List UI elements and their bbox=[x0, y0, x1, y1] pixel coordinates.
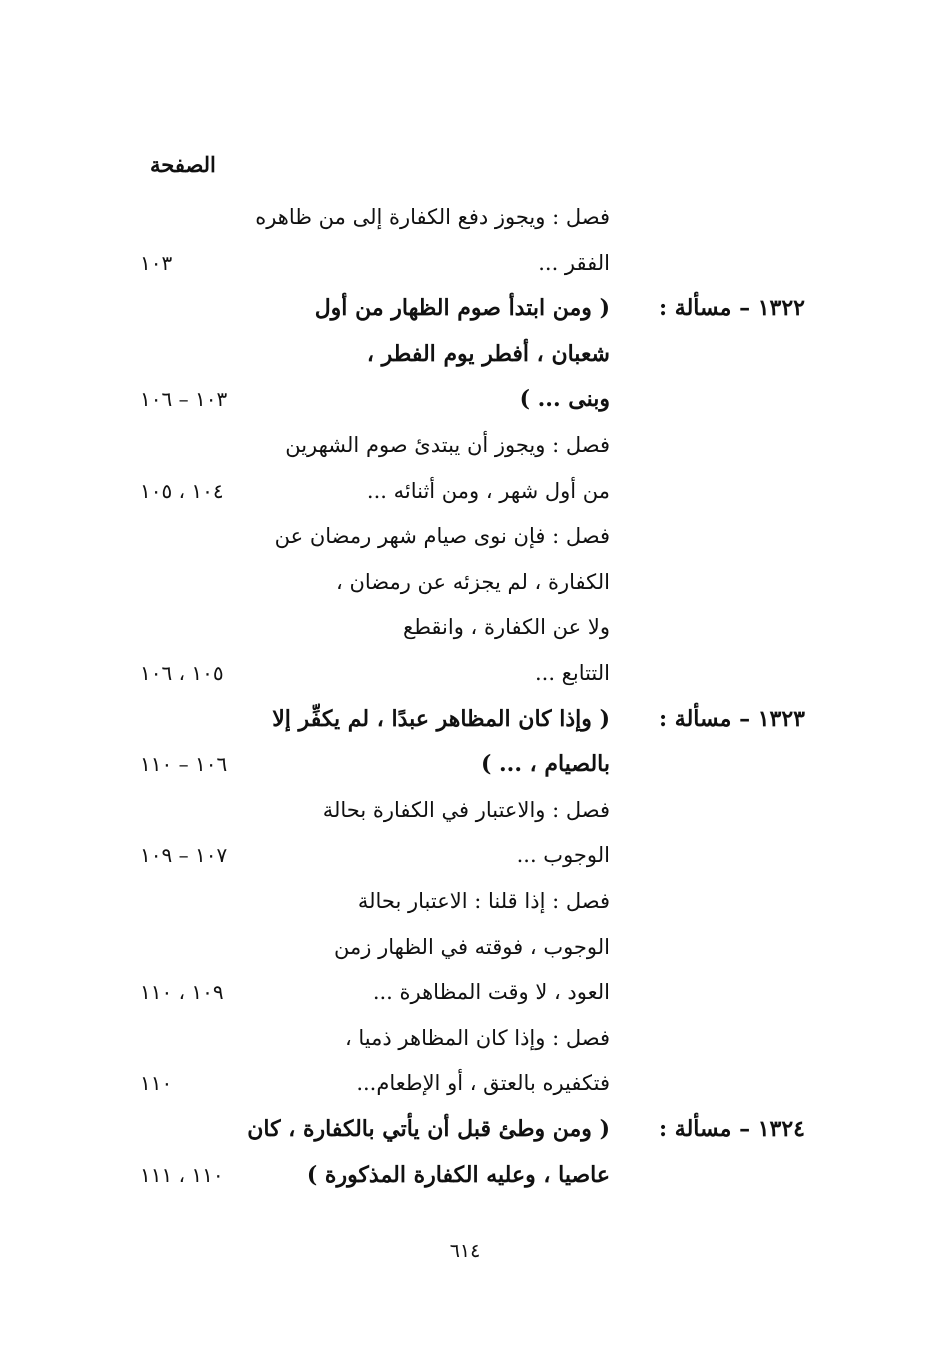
entry-text: شعبان ، أفطر يوم الفطر ، bbox=[366, 341, 610, 367]
index-row bbox=[0, 513, 930, 559]
entry-text: فصل : ويجوز أن يبتدئ صوم الشهرين bbox=[285, 433, 610, 457]
entry-text: الوجوب ... bbox=[516, 843, 610, 867]
index-row bbox=[0, 787, 930, 833]
index-row bbox=[0, 604, 930, 650]
index-row bbox=[0, 741, 930, 787]
entry-text: العود ، لا وقت المظاهرة ... bbox=[372, 980, 610, 1004]
index-row bbox=[0, 969, 930, 1015]
entry-text: عاصيا ، وعليه الكفارة المذكورة ) bbox=[306, 1162, 610, 1188]
index-row bbox=[0, 1106, 930, 1152]
entry-text: فصل : والاعتبار في الكفارة بحالة bbox=[322, 798, 610, 822]
index-row bbox=[0, 832, 930, 878]
entry-text: فصل : وإذا كان المظاهر ذميا ، bbox=[344, 1026, 610, 1050]
entry-text: ( ومن وطئ قبل أن يأتي بالكفارة ، كان bbox=[247, 1116, 610, 1142]
index-row bbox=[0, 1152, 930, 1198]
page-number: ٦١٤ bbox=[449, 1240, 481, 1262]
entry-text: ( وإذا كان المظاهر عبدًا ، لم يكفِّر إلا bbox=[272, 706, 610, 732]
entry-text: من أول شهر ، ومن أثنائه ... bbox=[366, 479, 610, 503]
entry-text: فصل : ويجوز دفع الكفارة إلى من ظاهره bbox=[255, 205, 610, 229]
page-reference: ١١٠ bbox=[140, 1071, 173, 1095]
page-reference: ١٠٥ ، ١٠٦ bbox=[140, 661, 224, 685]
index-row bbox=[0, 331, 930, 377]
entry-text: فصل : إذا قلنا : الاعتبار بحالة bbox=[357, 889, 610, 913]
page-reference: ١٠٩ ، ١١٠ bbox=[140, 980, 224, 1004]
entry-text: فصل : فإن نوى صيام شهر رمضان عن bbox=[274, 524, 610, 548]
index-row bbox=[0, 924, 930, 970]
index-row bbox=[0, 878, 930, 924]
page-reference: ١١٠ ، ١١١ bbox=[140, 1163, 224, 1187]
page-reference: ١٠٧ – ١٠٩ bbox=[140, 843, 228, 867]
entry-text: وبنى ... ) bbox=[519, 386, 610, 412]
page-reference: ١٠٦ – ١١٠ bbox=[140, 752, 228, 776]
page-reference: ١٠٤ ، ١٠٥ bbox=[140, 479, 224, 503]
index-row bbox=[0, 1015, 930, 1061]
page-column-label: الصفحة bbox=[150, 152, 216, 177]
index-row bbox=[0, 240, 930, 286]
index-row bbox=[0, 1060, 930, 1106]
masala-number: ١٣٢٢ – مسألة : bbox=[659, 295, 805, 321]
index-row bbox=[0, 559, 930, 605]
entry-text: فتكفيره بالعتق ، أو الإطعام... bbox=[356, 1071, 610, 1095]
index-row bbox=[0, 696, 930, 742]
index-row bbox=[0, 650, 930, 696]
index-row bbox=[0, 422, 930, 468]
entry-text: ولا عن الكفارة ، وانقطع bbox=[403, 615, 610, 639]
page-reference: ١٠٣ bbox=[140, 251, 173, 275]
entry-text: الفقر ... bbox=[538, 251, 610, 275]
index-row bbox=[0, 376, 930, 422]
masala-number: ١٣٢٤ – مسألة : bbox=[659, 1116, 805, 1142]
page-reference: ١٠٣ – ١٠٦ bbox=[140, 387, 228, 411]
index-row bbox=[0, 194, 930, 240]
entry-text: التتابع ... bbox=[534, 661, 610, 685]
entry-text: الكفارة ، لم يجزئه عن رمضان ، bbox=[335, 570, 610, 594]
masala-number: ١٣٢٣ – مسألة : bbox=[659, 706, 805, 732]
index-row bbox=[0, 468, 930, 514]
entry-text: بالصيام ، ... ) bbox=[480, 751, 610, 777]
index-row bbox=[0, 285, 930, 331]
entry-text: ( ومن ابتدأ صوم الظهار من أول bbox=[314, 295, 610, 321]
entry-text: الوجوب ، فوقته في الظهار زمن bbox=[334, 935, 610, 959]
